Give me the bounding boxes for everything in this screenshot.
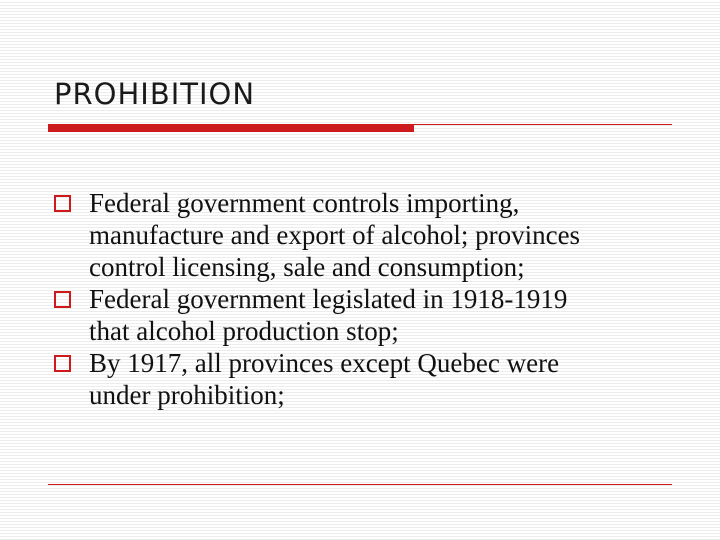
square-bullet-icon xyxy=(54,195,71,212)
bullet-item xyxy=(52,187,692,283)
bullet-item xyxy=(52,283,692,347)
bullet-line: that alcohol production stop; xyxy=(89,316,399,346)
title-underline-thin xyxy=(414,124,672,125)
title-underline-thick xyxy=(48,124,414,132)
bullet-item xyxy=(52,347,692,411)
bullet-line: Federal government legislated in 1918-1919 xyxy=(89,284,568,314)
bullet-line: manufacture and export of alcohol; provinces xyxy=(89,220,581,250)
square-bullet-icon xyxy=(54,291,71,308)
bullet-line: Federal government controls importing, xyxy=(89,188,520,218)
bullet-line: control licensing, sale and consumption; xyxy=(89,252,525,282)
footer-rule xyxy=(48,484,672,485)
bullet-list xyxy=(52,187,692,411)
bullet-line: under prohibition; xyxy=(89,380,285,410)
square-bullet-icon xyxy=(54,355,71,372)
slide-title: PROHIBITION xyxy=(54,77,256,111)
bullet-line: By 1917, all provinces except Quebec were xyxy=(89,348,560,378)
